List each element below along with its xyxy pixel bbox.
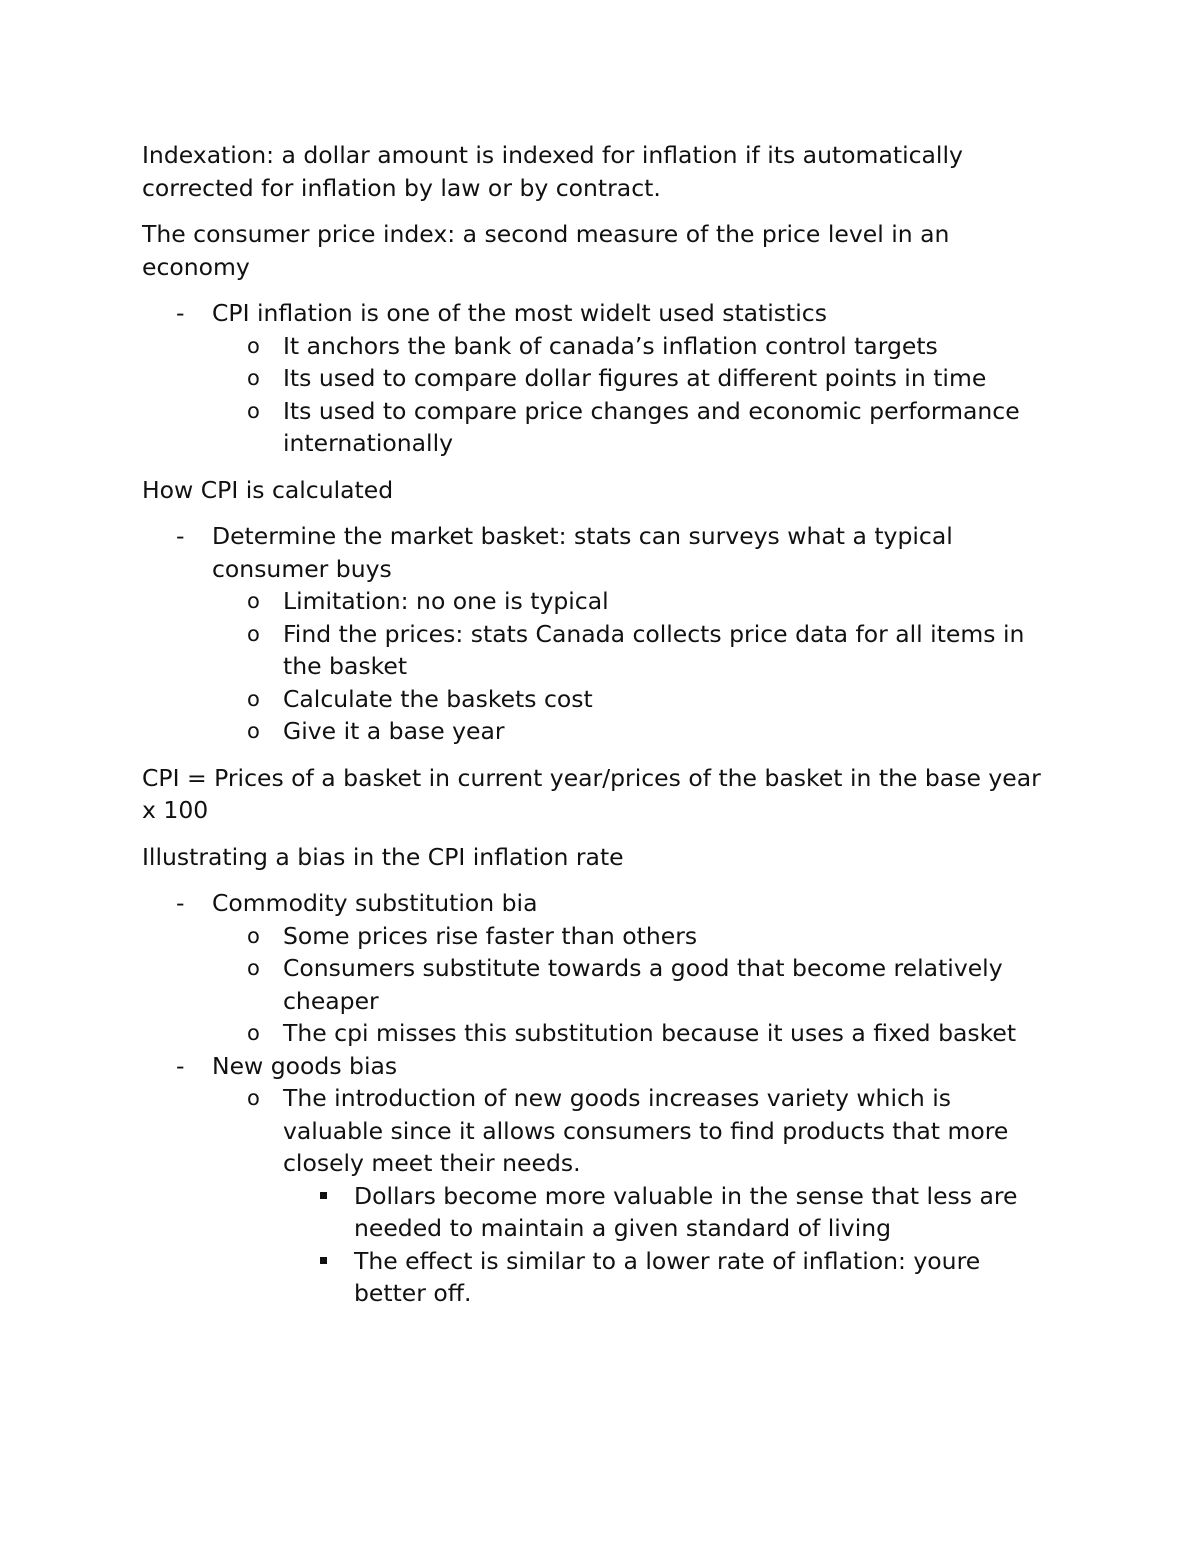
list-item-text: It anchors the bank of canada’s inflation control targets <box>283 331 938 360</box>
list-item-text: Limitation: no one is typical <box>283 587 609 615</box>
list-item-text: Determine the market basket: stats can surveys what a typical consumer buys <box>212 522 953 583</box>
list-item-text: The introduction of new goods increases variety which is valuable since it allows consumers to find products that more closely meet their needs. <box>283 1084 1009 1177</box>
circle-bullet-icon: o <box>247 589 260 613</box>
dash-bullet-icon: - <box>176 1051 185 1080</box>
circle-bullet-icon: o <box>247 621 260 646</box>
list-item-text: Give it a base year <box>283 717 505 745</box>
list-item-text: Consumers substitute towards a good that become relatively cheaper <box>283 954 1003 1015</box>
list-item <box>142 618 1057 683</box>
circle-bullet-icon: o <box>247 719 260 743</box>
circle-bullet-icon: o <box>247 686 260 711</box>
document-page <box>142 139 1057 1310</box>
list-item-text: Some prices rise faster than others <box>283 921 698 950</box>
list-item-text: The cpi misses this substitution because it uses a fixed basket <box>283 1019 1017 1047</box>
circle-bullet-icon: o <box>247 956 260 980</box>
list-item <box>142 585 1057 618</box>
list-item <box>142 715 1057 748</box>
list-item-text: Find the prices: stats Canada collects price data for all items in the basket <box>283 619 1025 680</box>
list-item-text: Calculate the baskets cost <box>283 684 593 713</box>
list-item <box>142 297 1057 330</box>
list-item <box>142 362 1057 395</box>
paragraph-indexation: Indexation: a dollar amount is indexed for inflation if its automatically corrected for inflation by law or by contract. <box>142 141 963 202</box>
circle-bullet-icon: o <box>247 333 260 358</box>
list-bias <box>142 887 1057 1310</box>
list-item-text: CPI inflation is one of the most widelt used statistics <box>212 299 827 327</box>
list-item-text: The effect is similar to a lower rate of inflation: youre better off. <box>354 1246 981 1307</box>
circle-bullet-icon: o <box>247 398 260 423</box>
list-item <box>142 330 1057 363</box>
paragraph-cpi-intro: The consumer price index: a second measure of the price level in an economy <box>142 220 950 281</box>
dash-bullet-icon: - <box>176 889 185 917</box>
list-item <box>142 920 1057 953</box>
list-item <box>142 1050 1057 1083</box>
cpi-formula: CPI = Prices of a basket in current year/prices of the basket in the base year x 100 <box>142 763 1041 824</box>
list-item <box>142 952 1057 1017</box>
heading-how-cpi-calculated: How CPI is calculated <box>142 475 394 504</box>
list-item <box>142 1082 1057 1180</box>
circle-bullet-icon: o <box>247 366 260 390</box>
list-item <box>142 887 1057 920</box>
list-item <box>142 683 1057 716</box>
list-item <box>142 1180 1057 1245</box>
circle-bullet-icon: o <box>247 1021 260 1045</box>
circle-bullet-icon: o <box>247 923 260 948</box>
list-item-text: New goods bias <box>212 1051 398 1080</box>
dash-bullet-icon: - <box>176 299 185 327</box>
list-item <box>142 1017 1057 1050</box>
list-item <box>142 395 1057 460</box>
list-cpi-uses <box>142 297 1057 460</box>
square-bullet-icon <box>320 1192 327 1199</box>
square-bullet-icon <box>320 1257 327 1264</box>
dash-bullet-icon: - <box>176 522 185 550</box>
list-item-text: Its used to compare dollar figures at different points in time <box>283 364 987 392</box>
list-item-text: Its used to compare price changes and economic performance internationally <box>283 396 1020 457</box>
list-item-text: Commodity substitution bia <box>212 889 538 917</box>
list-cpi-calculation <box>142 520 1057 748</box>
list-item <box>142 520 1057 585</box>
list-item-text: Dollars become more valuable in the sense that less are needed to maintain a given standard of living <box>354 1181 1018 1242</box>
heading-bias: Illustrating a bias in the CPI inflation rate <box>142 842 624 871</box>
circle-bullet-icon: o <box>247 1086 260 1110</box>
list-item <box>142 1245 1057 1310</box>
